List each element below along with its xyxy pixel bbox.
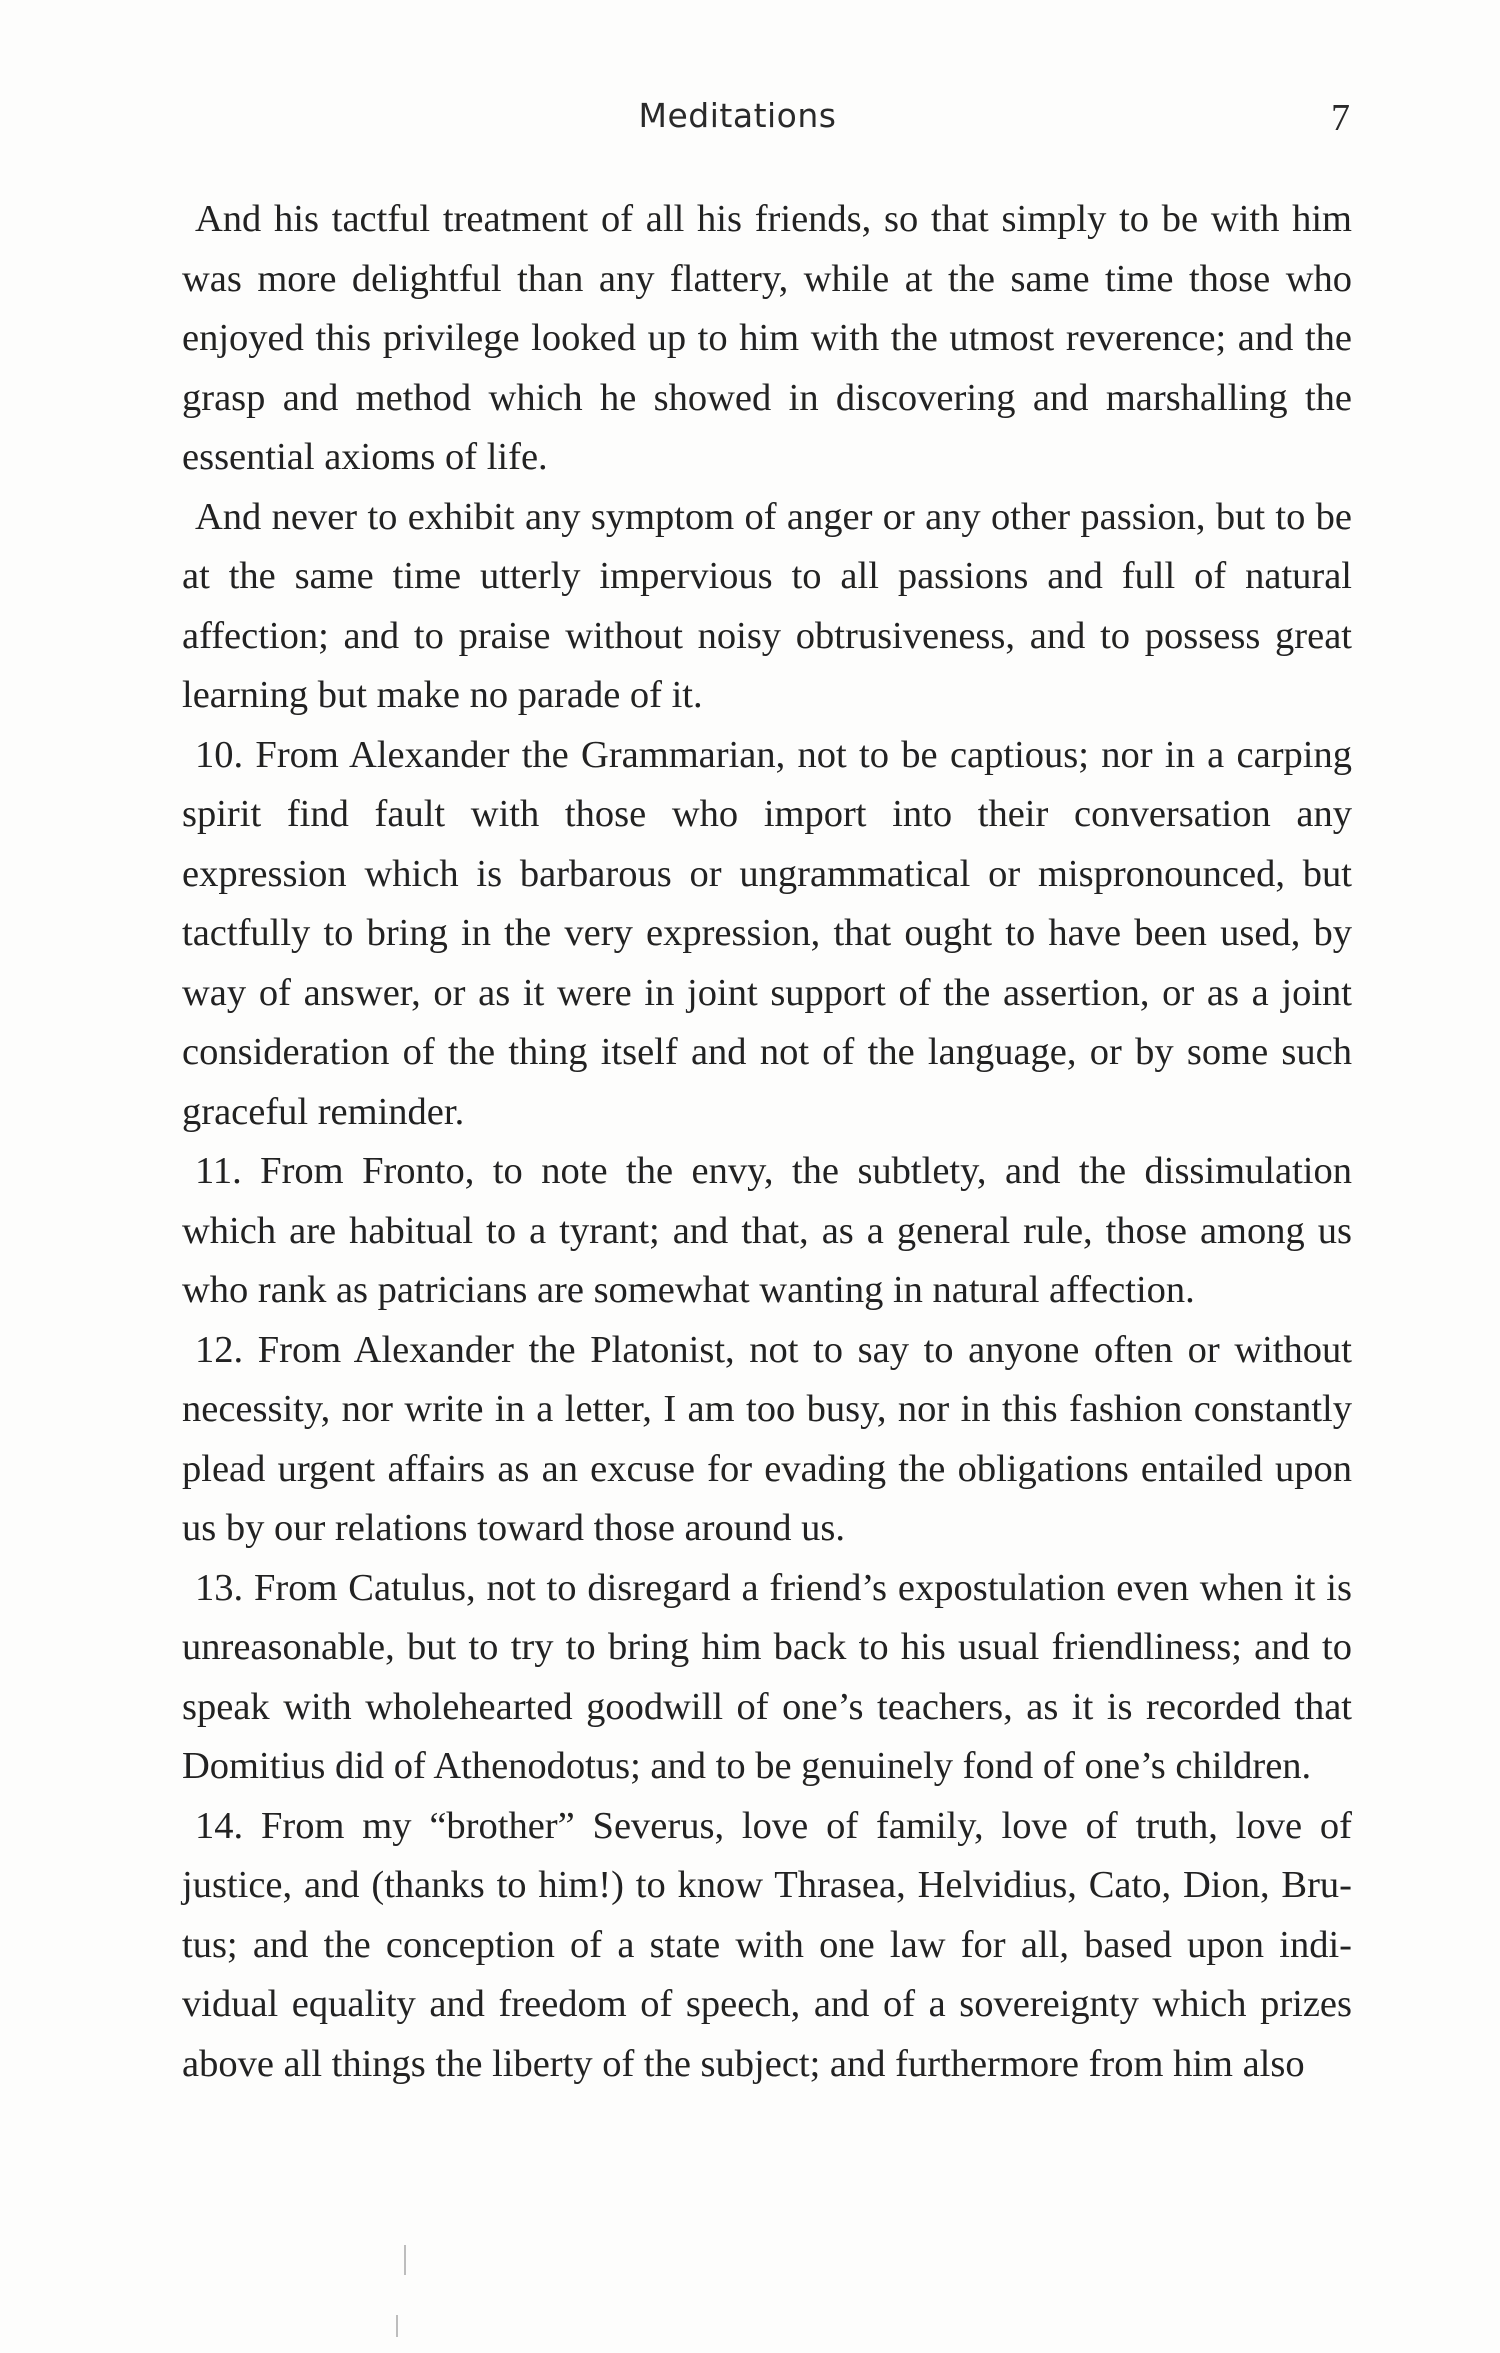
body-text	[182, 190, 1352, 2094]
running-title: Meditations	[638, 96, 837, 135]
paragraph-13: 13. From Catulus, not to disregard a friend’s expostulation even when it is unreasonable, but to try to bring him back to his usual friendliness; and to speak with wholehearted goodwill of one’s teachers, as it is recorded that Domitius did of Athenodotus; and to be genuinely fond of one’s children.	[182, 1566, 1352, 1787]
scan-mark	[404, 2245, 406, 2275]
paragraph-11: 11. From Fronto, to note the envy, the subtlety, and the dissimulation which are habitual to a tyrant; and that, as a general rule, those among us who rank as patricians are somewhat wanting in natural affection.	[182, 1150, 1352, 1311]
paragraph-anger: And never to exhibit any symptom of anger or any other passion, but to be at the same time utterly impervious to all passions and full of natural affection; and to praise without noisy obtrusiveness, and to possess great learning but make no parade of it.	[182, 495, 1352, 716]
paragraph-10: 10. From Alexander the Grammarian, not to be captious; nor in a carping spirit find fault with those who import into their conversation any expression which is barbarous or ungrammatical or mispronounced, but tactfully to bring in the very expression, that ought to have been used, by way of answer, or as it were in joint support of the assertion, or as a joint consideration of the thing itself and not of the language, or by some such graceful reminder.	[182, 733, 1352, 1133]
scan-mark	[396, 2315, 398, 2337]
paragraph-friends: And his tactful treatment of all his friends, so that simply to be with him was more delightful than any flattery, while at the same time those who enjoyed this privilege looked up to him with the utmost reverence; and the grasp and method which he showed in discovering and marshalling the essential axioms of life.	[182, 198, 1352, 478]
page-number: 7	[1331, 97, 1350, 139]
paragraph-12: 12. From Alexander the Platonist, not to say to anyone often or without necessity, nor write in a letter, I am too busy, nor in this fashion constantly plead urgent affairs as an excuse for evading the obligations entailed upon us by our relations toward those around us.	[182, 1328, 1352, 1549]
paragraph-14: 14. From my “brother” Severus, love of family, love of truth, love of justice, and (thanks to him!) to know Thrasea, Helvidius, Cato, Dion, Brutus; and the conception of a state with one law for all, based upon individual equality and freedom of speech, and of a sovereignty which prizes above all things the liberty of the subject; and furthermore from him also	[182, 1804, 1352, 2085]
running-header	[0, 96, 1500, 140]
